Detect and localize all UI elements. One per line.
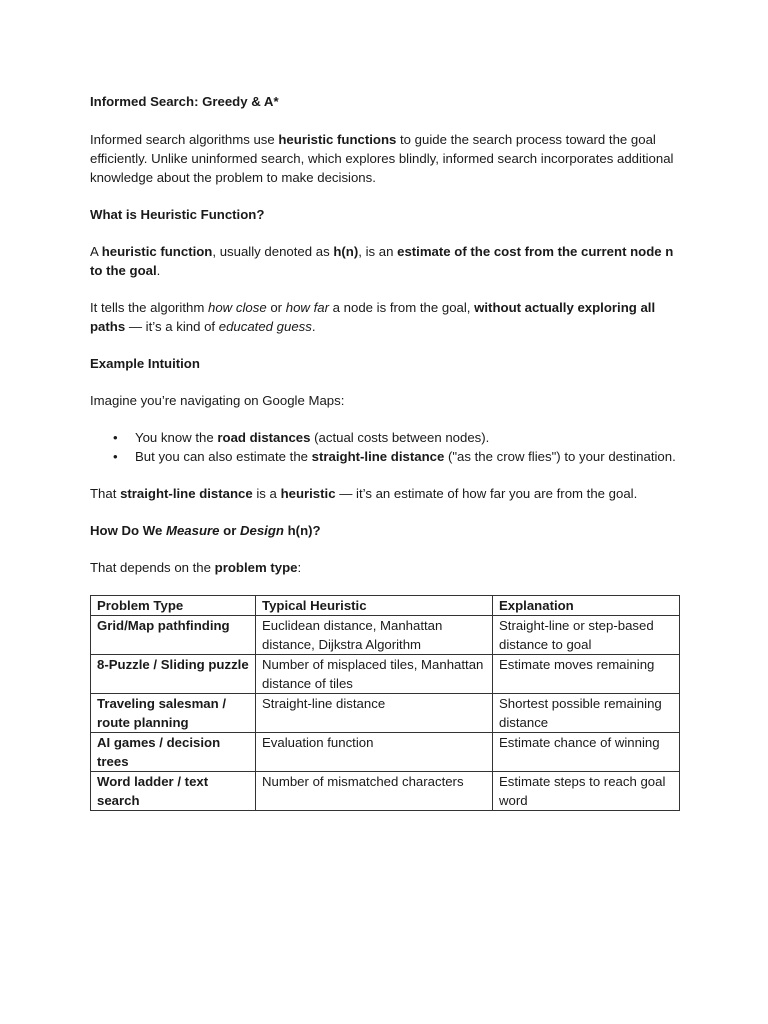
definition-text-2: , usually denoted as xyxy=(212,244,334,259)
depends-text-1: That depends on the xyxy=(90,560,215,575)
definition-text-4: . xyxy=(156,263,161,278)
imagine-paragraph: Imagine you’re navigating on Google Maps: xyxy=(90,393,345,408)
bullet-icon: • xyxy=(113,449,118,464)
definition-bold-2: h(n) xyxy=(333,244,359,259)
tells-text-5: . xyxy=(311,319,316,334)
header-typical-heuristic: Typical Heuristic xyxy=(256,596,493,616)
bullet-text-2: (actual costs between nodes). xyxy=(310,430,490,445)
tells-bold-1: without actually exploring all paths xyxy=(90,300,656,334)
measure-text-1: How Do We xyxy=(90,523,166,538)
bullet-list xyxy=(90,428,680,466)
cell-explanation: Estimate steps to reach goal word xyxy=(493,772,680,811)
depends-bold: problem type xyxy=(214,560,298,575)
table-row xyxy=(91,694,680,733)
intro-text-2: to guide the search process toward the goal efficiently. Unlike uninformed search, which explores blindly, informed search incorporates additional knowledge about the problem to make decisions. xyxy=(90,132,674,185)
cell-typical-heuristic: Euclidean distance, Manhattan distance, Dijkstra Algorithm xyxy=(256,616,493,655)
intro-bold-heuristic-functions: heuristic functions xyxy=(278,132,397,147)
definition-paragraph xyxy=(90,242,680,280)
cell-typical-heuristic: Number of mismatched characters xyxy=(256,772,493,811)
tells-text-4: — it’s a kind of xyxy=(125,319,219,334)
cell-problem-type: Grid/Map pathfinding xyxy=(91,616,256,655)
bullet-text-1: You know the xyxy=(135,430,218,445)
cell-typical-heuristic: Number of misplaced tiles, Manhattan distance of tiles xyxy=(256,655,493,694)
definition-text-3: , is an xyxy=(358,244,398,259)
tells-text-1: It tells the algorithm xyxy=(90,300,209,315)
heading-measure-design xyxy=(90,521,680,540)
measure-italic-2: Design xyxy=(239,523,284,538)
heading-example-intuition: Example Intuition xyxy=(90,356,200,371)
tells-text-3: a node is from the goal, xyxy=(328,300,475,315)
summary-bold-2: heuristic xyxy=(280,486,336,501)
bullet-text-2: ("as the crow flies") to your destination. xyxy=(444,449,676,464)
header-explanation: Explanation xyxy=(493,596,680,616)
heuristics-table xyxy=(90,595,680,811)
cell-explanation: Estimate chance of winning xyxy=(493,733,680,772)
intro-text-1: Informed search algorithms use xyxy=(90,132,279,147)
cell-problem-type: Traveling salesman / route planning xyxy=(91,694,256,733)
measure-text-3: h(n)? xyxy=(283,523,321,538)
tells-italic-3: educated guess xyxy=(218,319,312,334)
definition-text-1: A xyxy=(90,244,102,259)
summary-text-2: is a xyxy=(252,486,281,501)
tells-italic-2: how far xyxy=(285,300,329,315)
heading-heuristic-function: What is Heuristic Function? xyxy=(90,207,265,222)
table-row xyxy=(91,616,680,655)
list-item xyxy=(90,428,680,447)
cell-problem-type: Word ladder / text search xyxy=(91,772,256,811)
depends-text-2: : xyxy=(297,560,302,575)
cell-problem-type: AI games / decision trees xyxy=(91,733,256,772)
table-header-row xyxy=(91,596,680,616)
definition-bold-1: heuristic function xyxy=(101,244,213,259)
bullet-bold: straight-line distance xyxy=(311,449,445,464)
summary-text-1: That xyxy=(90,486,121,501)
header-problem-type: Problem Type xyxy=(91,596,256,616)
bullet-text-1: But you can also estimate the xyxy=(135,449,312,464)
summary-bold-1: straight-line distance xyxy=(120,486,253,501)
measure-italic-1: Measure xyxy=(165,523,220,538)
summary-text-3: — it’s an estimate of how far you are from the goal. xyxy=(335,486,638,501)
cell-explanation: Estimate moves remaining xyxy=(493,655,680,694)
document-title: Informed Search: Greedy & A* xyxy=(90,94,279,109)
table-row xyxy=(91,733,680,772)
cell-explanation: Straight-line or step-based distance to goal xyxy=(493,616,680,655)
cell-problem-type: 8-Puzzle / Sliding puzzle xyxy=(91,655,256,694)
document-page xyxy=(90,92,680,811)
tells-text-2: or xyxy=(266,300,286,315)
list-item xyxy=(90,447,680,466)
table-row xyxy=(91,655,680,694)
tells-italic-1: how close xyxy=(208,300,267,315)
bullet-icon: • xyxy=(113,430,118,445)
table-row xyxy=(91,772,680,811)
measure-text-2: or xyxy=(219,523,240,538)
depends-paragraph xyxy=(90,558,680,577)
bullet-bold: road distances xyxy=(217,430,311,445)
cell-explanation: Shortest possible remaining distance xyxy=(493,694,680,733)
tells-paragraph xyxy=(90,298,680,336)
cell-typical-heuristic: Straight-line distance xyxy=(256,694,493,733)
intro-paragraph xyxy=(90,130,680,187)
definition-bold-3: estimate of the cost from the current node n to the goal xyxy=(90,244,674,278)
heuristic-summary-paragraph xyxy=(90,484,680,503)
cell-typical-heuristic: Evaluation function xyxy=(256,733,493,772)
